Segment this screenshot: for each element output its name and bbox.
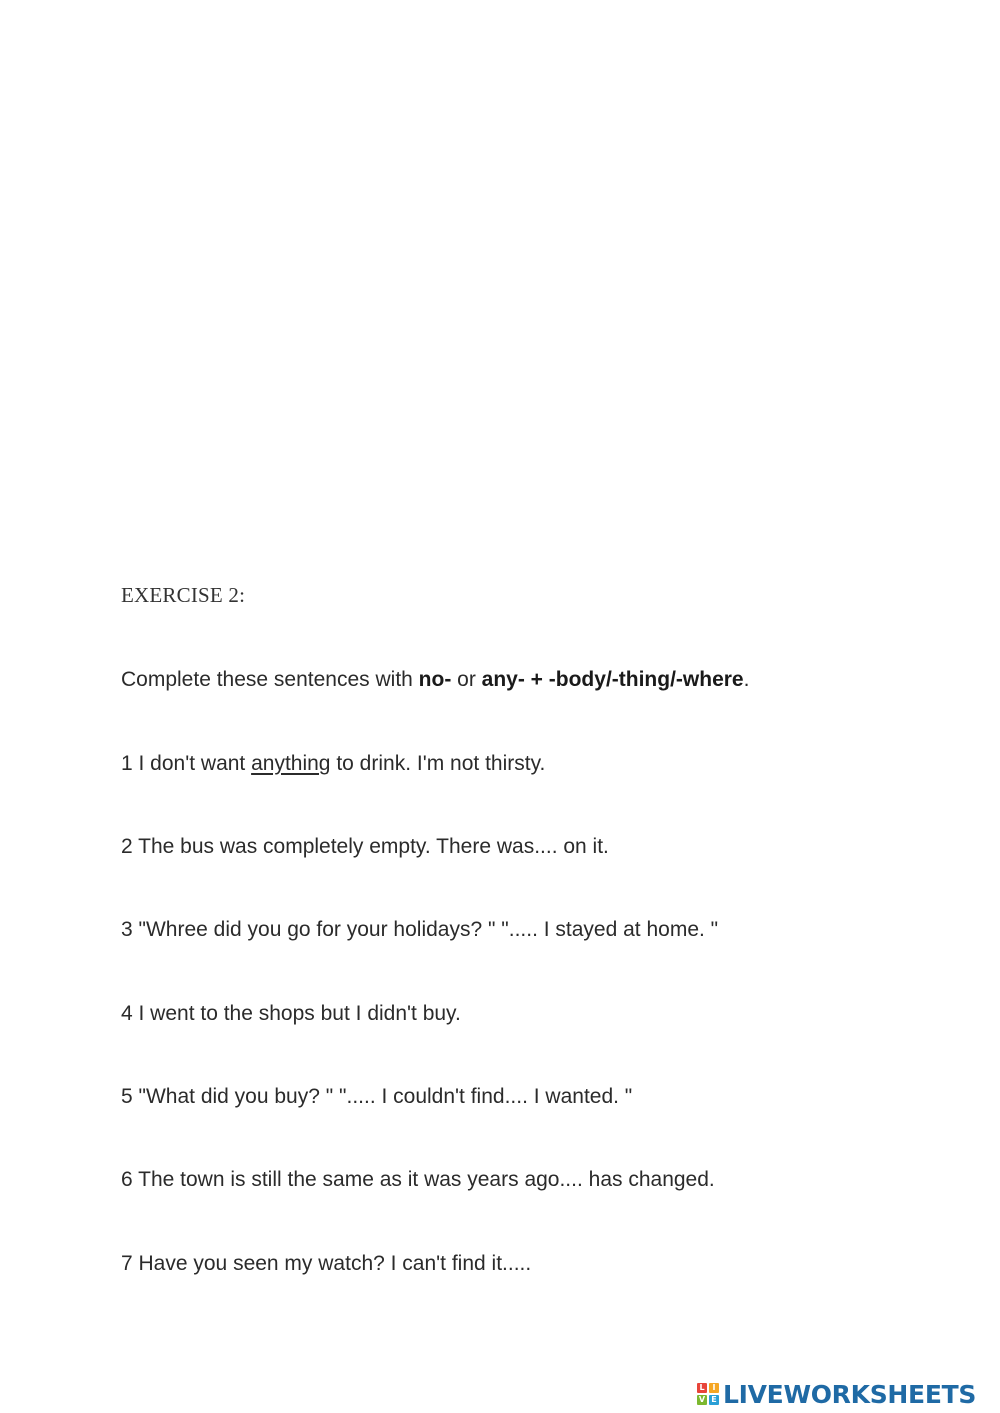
logo-letter-i: I [709, 1383, 719, 1393]
instruction-middle: or [451, 668, 482, 691]
sentence-4: 4 I went to the shops but I didn't buy. [121, 1002, 461, 1025]
sentence-1 [121, 750, 545, 778]
instruction-suffix: . [743, 668, 750, 691]
sentence-7: 7 Have you seen my watch? I can't find it..... [121, 1252, 532, 1275]
logo-text: LIVEWORKSHEETS [723, 1379, 977, 1409]
instruction-bold-no: no- [418, 668, 452, 691]
sentence-2: 2 The bus was completely empty. There was.... on it. [121, 835, 609, 858]
instruction-bold-any: any- + -body/-thing/-where [481, 668, 744, 691]
sentence-1-before: 1 I don't want [121, 752, 252, 775]
sentence-3: 3 "Whree did you go for your holidays? " "..... I stayed at home. " [121, 918, 719, 941]
exercise-heading: EXERCISE 2: [121, 583, 246, 607]
liveworksheets-logo [697, 1377, 976, 1411]
sentence-6: 6 The town is still the same as it was years ago.... has changed. [121, 1168, 715, 1191]
instruction-line [121, 666, 749, 694]
logo-mark-icon [697, 1383, 719, 1405]
sentence-5: 5 "What did you buy? " "..... I couldn't find.... I wanted. " [121, 1085, 633, 1108]
sentence-1-answer: anything [251, 752, 331, 775]
sentence-1-after: to drink. I'm not thirsty. [330, 752, 546, 775]
logo-letter-e: E [709, 1395, 719, 1405]
logo-letter-l: L [697, 1383, 707, 1393]
instruction-prefix: Complete these sentences with [121, 668, 419, 691]
logo-letter-v: V [698, 1395, 706, 1404]
